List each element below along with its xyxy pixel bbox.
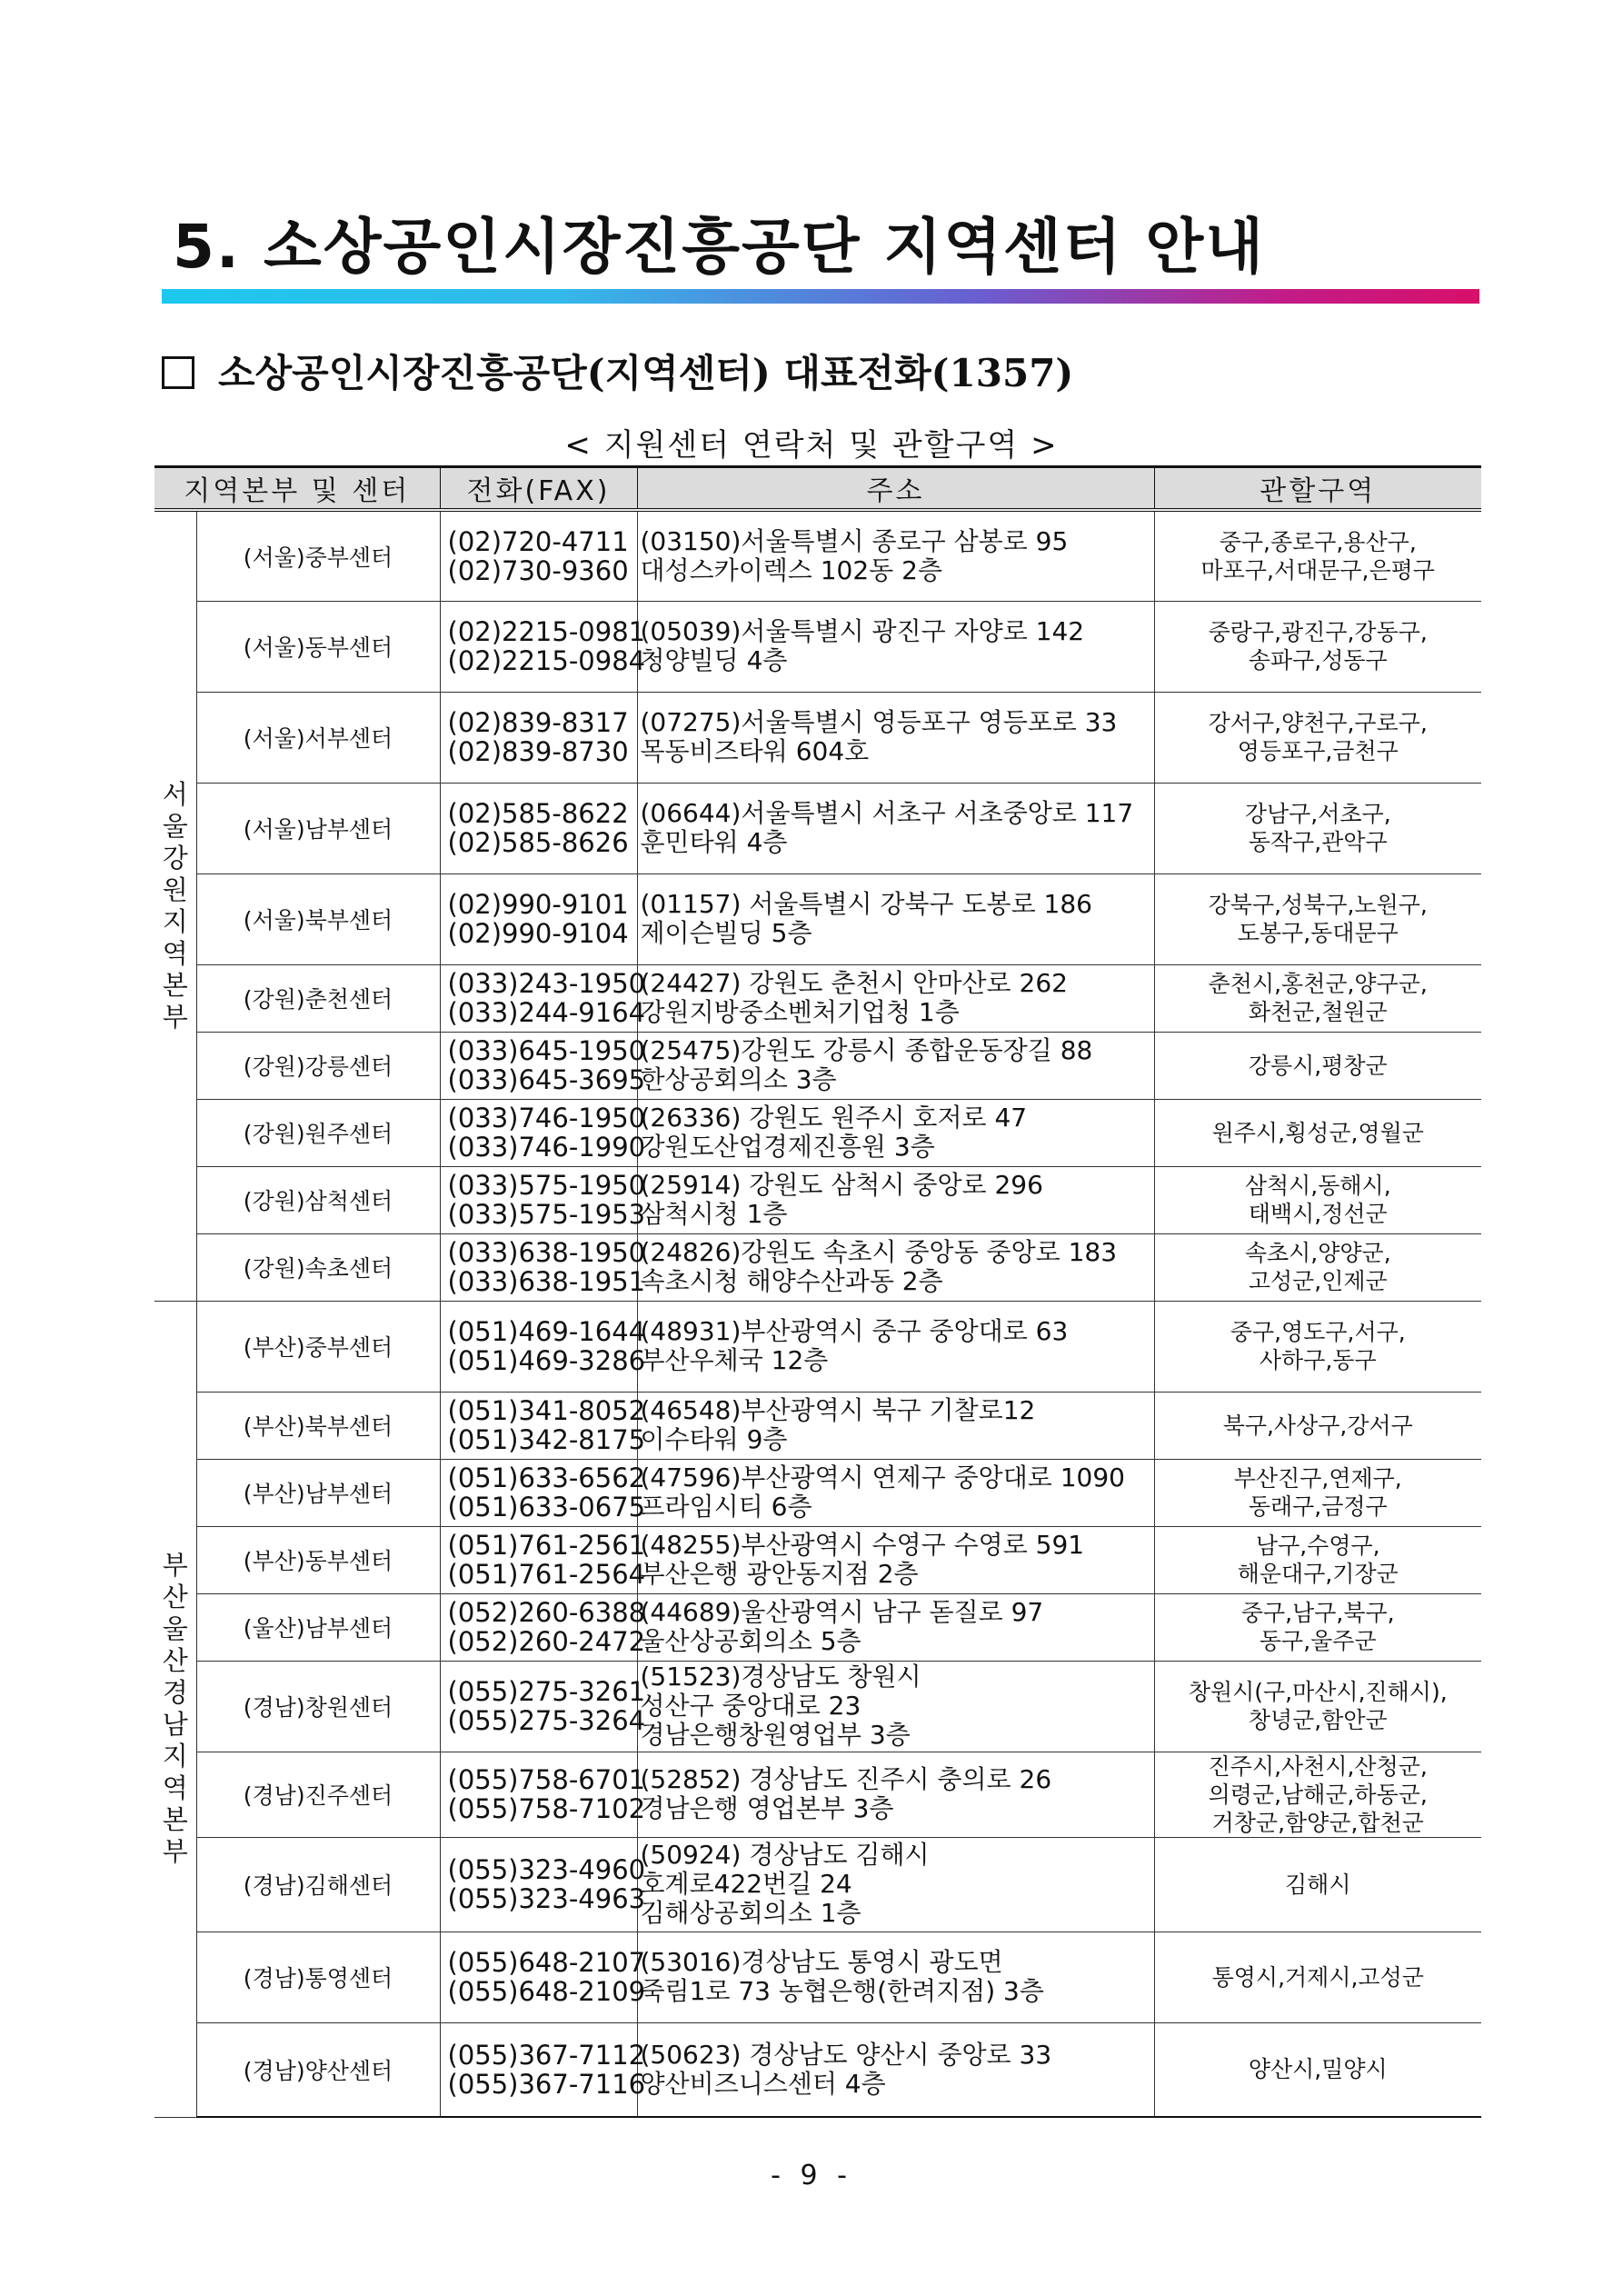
area-line: 진주시,사천시,산청군, [1208, 1752, 1428, 1780]
phone-number: (033)244-9164 [447, 997, 646, 1028]
table-row [154, 1752, 1481, 1837]
table-row [154, 510, 1481, 601]
address-line: 강원도산업경제진흥원 3층 [640, 1132, 935, 1162]
phone-number: (033)575-1953 [447, 1199, 646, 1230]
area-line: 송파구,성동구 [1248, 647, 1388, 674]
address-line: 이수타워 9층 [640, 1424, 788, 1454]
area-line: 중랑구,광진구,강동구, [1208, 619, 1428, 645]
address-cell [637, 1099, 1154, 1166]
address-line: 프라임시티 6층 [640, 1492, 812, 1522]
area-cell [1154, 1526, 1481, 1593]
address-line: (46548)부산광역시 북구 기찰로12 [640, 1395, 1036, 1425]
address-line: (07275)서울특별시 영등포구 영등포로 33 [640, 707, 1118, 737]
center-name: (부산)북부센터 [196, 1392, 440, 1459]
section-heading-text: 소상공인시장진흥공단(지역센터) 대표전화(1357) [218, 351, 1074, 395]
region-char: 역 [162, 1772, 188, 1803]
region-char: 본 [162, 1804, 188, 1835]
address-line: 목동비즈타워 604호 [640, 736, 870, 766]
area-line: 남구,수영구, [1255, 1532, 1380, 1559]
center-name: (강원)춘천센터 [196, 964, 440, 1032]
address-cell [637, 1233, 1154, 1301]
phone-number: (052)260-2472 [447, 1626, 646, 1657]
center-name: (경남)창원센터 [196, 1661, 440, 1752]
phone-cell [440, 873, 637, 964]
area-line: 통영시,거제시,고성군 [1211, 1963, 1424, 1991]
area-line: 강남구,서초구, [1244, 801, 1391, 827]
region-cell [154, 510, 196, 1301]
table-row [154, 1301, 1481, 1392]
area-line: 화천군,철원군 [1248, 999, 1388, 1025]
address-cell [637, 692, 1154, 783]
table-row [154, 1166, 1481, 1233]
area-line: 원주시,횡성군,영월군 [1211, 1119, 1424, 1146]
table-caption: < 지원센터 연락처 및 관할구역 > [564, 427, 1059, 464]
region-char: 역 [162, 937, 188, 969]
phone-cell [440, 1752, 646, 1837]
address-cell [637, 1032, 1154, 1099]
area-cell [1154, 1032, 1481, 1099]
address-line: (01157) 서울특별시 강북구 도봉로 186 [640, 889, 1092, 919]
address-line: (50924) 경상남도 김해시 [640, 1840, 930, 1870]
region-char: 지 [162, 905, 188, 937]
phone-number: (033)645-3695 [447, 1064, 646, 1095]
area-line: 춘천시,홍천군,양구군, [1208, 971, 1428, 997]
phone-number: (02)730-9360 [447, 554, 629, 586]
region-char: 울 [162, 810, 188, 842]
address-line: 호계로422번길 24 [640, 1869, 852, 1899]
page-title: 5. 소상공인시장진흥공단 지역센터 안내 [173, 212, 1266, 282]
area-line: 북구,사상구,강서구 [1222, 1412, 1413, 1439]
section-heading [162, 344, 1073, 398]
table-body [154, 510, 1481, 2117]
area-line: 김해시 [1285, 1871, 1351, 1898]
address-line: (24427) 강원도 춘천시 안마산로 262 [640, 968, 1068, 998]
phone-number: (02)990-9104 [447, 918, 629, 949]
phone-number: (055)648-2107 [447, 1947, 646, 1978]
address-line: (03150)서울특별시 종로구 삼봉로 95 [640, 525, 1069, 556]
phone-cell [440, 1526, 646, 1593]
phone-cell [440, 692, 637, 783]
center-name: (서울)중부센터 [196, 510, 440, 601]
address-line: 대성스카이렉스 102동 2층 [640, 554, 942, 585]
area-line: 사하구,동구 [1259, 1347, 1377, 1373]
center-name: (서울)북부센터 [196, 873, 440, 964]
phone-cell [440, 1166, 646, 1233]
page-number: - 9 - [771, 2160, 852, 2191]
phone-number: (051)342-8175 [447, 1424, 646, 1455]
table-row [154, 1459, 1481, 1526]
region-char: 경 [162, 1677, 188, 1708]
address-line: 강원지방중소벤처기업청 1층 [640, 997, 960, 1027]
area-cell [1154, 873, 1481, 964]
phone-cell [440, 1233, 646, 1301]
area-line: 중구,영도구,서구, [1230, 1319, 1406, 1345]
area-line: 중구,종로구,용산구, [1219, 528, 1417, 555]
address-line: 부산은행 광안동지점 2층 [640, 1559, 919, 1589]
center-contact-table [154, 465, 1481, 2118]
address-line: 제이슨빌딩 5층 [640, 918, 812, 948]
area-cell [1154, 1661, 1481, 1752]
table-row [154, 1932, 1481, 2022]
area-line: 태백시,정선군 [1248, 1201, 1388, 1227]
region-char: 부 [162, 1001, 188, 1033]
area-line: 마포구,서대문구,은평구 [1200, 556, 1435, 584]
area-cell [1154, 1593, 1481, 1661]
address-cell [637, 601, 1154, 692]
address-cell [637, 1932, 1154, 2022]
table-row [154, 692, 1481, 783]
phone-cell [440, 1932, 646, 2022]
area-line: 동작구,관악구 [1248, 829, 1388, 855]
center-name: (서울)서부센터 [196, 692, 440, 783]
area-line: 부산진구,연제구, [1233, 1465, 1402, 1492]
phone-number: (033)638-1951 [447, 1266, 646, 1297]
phone-cell [440, 1032, 646, 1099]
phone-cell [440, 1593, 646, 1661]
phone-cell [440, 1837, 646, 1932]
header-center: 지역본부 및 센터 [154, 467, 440, 511]
address-line: 훈민타워 4층 [640, 827, 788, 857]
table-row [154, 1837, 1481, 1932]
area-cell [1154, 692, 1481, 783]
region-char: 본 [162, 969, 188, 1001]
area-cell [1154, 964, 1481, 1032]
area-cell [1154, 510, 1481, 601]
address-line: (05039)서울특별시 광진구 자양로 142 [640, 616, 1085, 646]
table-row [154, 783, 1481, 873]
phone-cell [440, 1099, 646, 1166]
address-cell [637, 1837, 1154, 1932]
region-char: 산 [162, 1582, 188, 1612]
address-cell [637, 1166, 1154, 1233]
area-line: 고성군,인제군 [1248, 1268, 1388, 1294]
table-row [154, 1661, 1481, 1752]
phone-number: (055)367-7112 [447, 2039, 646, 2071]
phone-cell [440, 2022, 646, 2117]
area-line: 강북구,성북구,노원구, [1208, 892, 1428, 918]
address-cell [637, 1526, 1154, 1593]
address-cell [637, 1459, 1154, 1526]
area-line: 강릉시,평창군 [1248, 1052, 1388, 1079]
center-name: (서울)동부센터 [196, 601, 440, 692]
title-gradient-bar [162, 289, 1479, 304]
phone-number: (051)761-2561 [447, 1530, 646, 1561]
table-row [154, 1526, 1481, 1593]
region-char: 강 [162, 842, 188, 873]
center-name: (강원)강릉센터 [196, 1032, 440, 1099]
area-cell [1154, 1233, 1481, 1301]
center-name: (경남)양산센터 [196, 2022, 440, 2117]
center-name: (경남)진주센터 [196, 1752, 440, 1837]
phone-number: (051)341-8052 [447, 1395, 646, 1426]
address-line: 청양빌딩 4층 [640, 645, 788, 675]
region-char: 지 [162, 1741, 188, 1772]
address-line: (47596)부산광역시 연제구 중앙대로 1090 [640, 1462, 1125, 1492]
phone-number: (02)585-8626 [447, 827, 629, 858]
region-char: 부 [162, 1550, 188, 1581]
address-cell [637, 1661, 1154, 1752]
phone-number: (02)720-4711 [447, 525, 629, 557]
address-line: 울산상공회의소 5층 [640, 1626, 861, 1656]
region-char: 울 [162, 1613, 188, 1644]
address-line: (25914) 강원도 삼척시 중앙로 296 [640, 1170, 1043, 1200]
phone-number: (055)758-6701 [447, 1764, 646, 1795]
phone-number: (052)260-6388 [447, 1597, 646, 1628]
phone-number: (055)323-4963 [447, 1883, 646, 1914]
table-row [154, 964, 1481, 1032]
address-cell [637, 1392, 1154, 1459]
area-line: 해운대구,기장군 [1237, 1561, 1399, 1587]
table-row [154, 1593, 1481, 1661]
phone-number: (033)575-1950 [447, 1170, 646, 1201]
phone-cell [440, 1459, 646, 1526]
center-name: (서울)남부센터 [196, 783, 440, 873]
address-cell [637, 783, 1154, 873]
center-name: (울산)남부센터 [196, 1593, 440, 1661]
phone-cell [440, 1392, 646, 1459]
address-line: 한상공회의소 3층 [640, 1064, 837, 1094]
area-line: 의령군,남해군,하동군, [1208, 1781, 1428, 1808]
phone-number: (051)633-0675 [447, 1492, 646, 1522]
address-cell [637, 1301, 1154, 1392]
area-line: 동래구,금정구 [1248, 1493, 1388, 1520]
region-cell [154, 1301, 196, 2117]
address-line: 속초시청 해양수산과동 2층 [640, 1266, 943, 1296]
phone-number: (055)648-2109 [447, 1976, 646, 2007]
area-line: 도봉구,동대문구 [1237, 920, 1399, 946]
area-cell [1154, 2022, 1481, 2117]
address-line: 김해상공회의소 1층 [640, 1898, 861, 1928]
table-row [154, 1032, 1481, 1099]
address-cell [637, 1752, 1154, 1837]
address-line: (25475)강원도 강릉시 종합운동장길 88 [640, 1035, 1093, 1065]
region-char: 부 [162, 1836, 188, 1867]
address-line: (53016)경상남도 통영시 광도면 [640, 1947, 1003, 1977]
region-char: 서 [162, 778, 188, 810]
phone-number: (033)243-1950 [447, 968, 646, 999]
address-line: (51523)경상남도 창원시 [640, 1662, 921, 1692]
address-line: (52852) 경상남도 진주시 충의로 26 [640, 1764, 1052, 1794]
address-cell [637, 510, 1154, 601]
phone-number: (02)2215-0981 [447, 616, 646, 647]
phone-cell [440, 510, 637, 601]
area-line: 강서구,양천구,구로구, [1208, 710, 1428, 736]
center-name: (부산)남부센터 [196, 1459, 440, 1526]
table-row [154, 873, 1481, 964]
phone-number: (02)839-8730 [447, 736, 629, 767]
phone-number: (033)746-1990 [447, 1132, 646, 1163]
header-phone: 전화(FAX) [440, 467, 637, 511]
address-cell [637, 1593, 1154, 1661]
center-name: (강원)원주센터 [196, 1099, 440, 1166]
area-cell [1154, 1932, 1481, 2022]
region-char: 원 [162, 873, 188, 905]
area-cell [1154, 1166, 1481, 1233]
table-row [154, 1099, 1481, 1166]
area-line: 양산시,밀양시 [1248, 2056, 1388, 2083]
center-name: (경남)통영센터 [196, 1932, 440, 2022]
center-name: (경남)김해센터 [196, 1837, 440, 1932]
table-row [154, 1233, 1481, 1301]
phone-number: (051)761-2564 [447, 1559, 646, 1590]
area-cell [1154, 1301, 1481, 1392]
header-area: 관할구역 [1154, 467, 1481, 511]
area-cell [1154, 1392, 1481, 1459]
area-line: 삼척시,동해시, [1244, 1173, 1391, 1199]
center-name: (부산)동부센터 [196, 1526, 440, 1593]
area-line: 동구,울주군 [1259, 1628, 1377, 1654]
phone-number: (055)758-7102 [447, 1793, 646, 1824]
address-line: (26336) 강원도 원주시 호저로 47 [640, 1103, 1028, 1133]
center-name: (부산)중부센터 [196, 1301, 440, 1392]
phone-number: (051)633-6562 [447, 1462, 646, 1493]
address-cell [637, 873, 1154, 964]
phone-number: (051)469-3286 [447, 1345, 646, 1376]
table-row [154, 601, 1481, 692]
address-line: (50623) 경상남도 양산시 중앙로 33 [640, 2039, 1052, 2070]
phone-number: (033)645-1950 [447, 1035, 646, 1066]
address-line: 성산구 중앙대로 23 [640, 1691, 861, 1721]
area-cell [1154, 783, 1481, 873]
address-line: (44689)울산광역시 남구 돋질로 97 [640, 1597, 1044, 1627]
address-cell [637, 2022, 1154, 2117]
phone-cell [440, 964, 646, 1032]
address-line: (24826)강원도 속초시 중앙동 중앙로 183 [640, 1237, 1118, 1267]
table-row [154, 2022, 1481, 2117]
phone-number: (033)746-1950 [447, 1103, 646, 1133]
phone-number: (02)839-8317 [447, 707, 629, 738]
center-name: (강원)속초센터 [196, 1233, 440, 1301]
address-line: 경남은행 영업본부 3층 [640, 1793, 894, 1823]
phone-number: (051)469-1644 [447, 1316, 646, 1347]
area-line: 창녕군,함안군 [1248, 1707, 1388, 1733]
area-cell [1154, 1459, 1481, 1526]
region-char: 산 [162, 1645, 188, 1676]
phone-number: (02)585-8622 [447, 798, 629, 829]
address-line: 부산우체국 12층 [640, 1345, 829, 1375]
address-line: (06644)서울특별시 서초구 서초중앙로 117 [640, 798, 1134, 828]
area-line: 창원시(구,마산시,진해시), [1188, 1679, 1448, 1705]
phone-number: (055)275-3264 [447, 1705, 646, 1736]
area-line: 거창군,함양군,합천군 [1211, 1809, 1424, 1836]
address-line: 양산비즈니스센터 4층 [640, 2068, 886, 2099]
area-line: 속초시,양양군, [1244, 1240, 1391, 1266]
phone-number: (033)638-1950 [447, 1237, 646, 1268]
area-cell [1154, 1099, 1481, 1166]
table-header-row [154, 467, 1481, 511]
area-line: 영등포구,금천구 [1237, 738, 1399, 764]
area-cell [1154, 601, 1481, 692]
table-row [154, 1392, 1481, 1459]
address-line: 삼척시청 1층 [640, 1199, 788, 1229]
address-line: (48931)부산광역시 중구 중앙대로 63 [640, 1316, 1069, 1346]
center-name: (강원)삼척센터 [196, 1166, 440, 1233]
header-address: 주소 [637, 467, 1154, 511]
phone-number: (02)990-9101 [447, 889, 629, 920]
address-line: (48255)부산광역시 수영구 수영로 591 [640, 1530, 1085, 1560]
area-cell [1154, 1752, 1481, 1837]
phone-number: (02)2215-0984 [447, 645, 646, 676]
phone-cell [440, 601, 646, 692]
region-char: 남 [162, 1709, 188, 1740]
address-cell [637, 964, 1154, 1032]
area-line: 중구,남구,북구, [1240, 1600, 1395, 1626]
phone-number: (055)367-7116 [447, 2068, 646, 2100]
phone-cell [440, 783, 637, 873]
address-line: 경남은행창원영업부 3층 [640, 1720, 911, 1750]
phone-cell [440, 1301, 646, 1392]
phone-number: (055)323-4960 [447, 1854, 646, 1885]
checkbox-square-icon [162, 356, 194, 389]
address-line: 죽림1로 73 농협은행(한려지점) 3층 [640, 1976, 1044, 2006]
phone-number: (055)275-3261 [447, 1676, 646, 1707]
phone-cell [440, 1661, 646, 1752]
area-cell [1154, 1837, 1481, 1932]
